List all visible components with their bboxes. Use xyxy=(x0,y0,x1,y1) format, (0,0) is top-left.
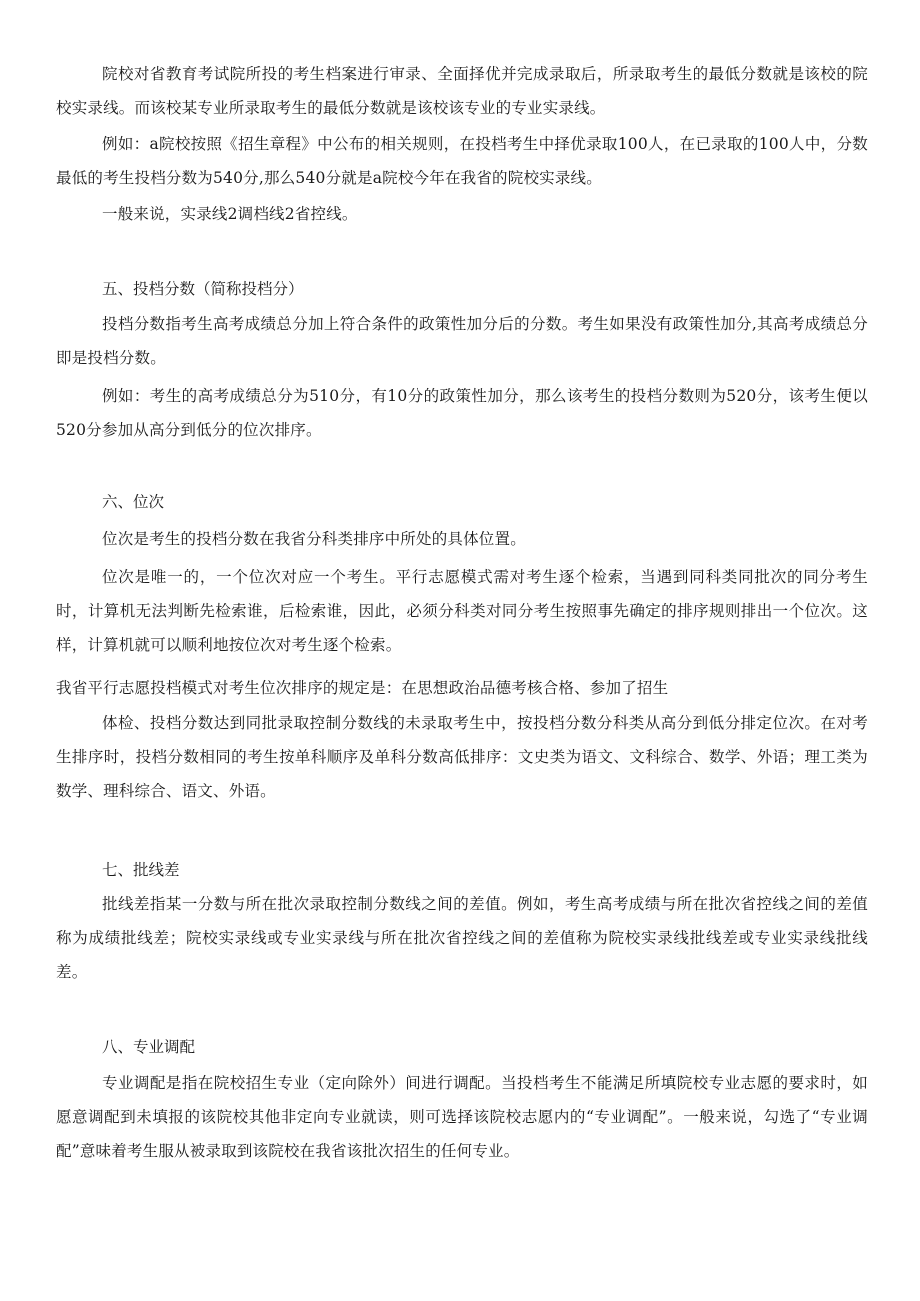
paragraph-filing-score-definition: 投档分数指考生高考成绩总分加上符合条件的政策性加分后的分数。考生如果没有政策性加分,其高考成绩总分即是投档分数。 xyxy=(56,315,868,367)
paragraph-example-college-line: 例如：a院校按照《招生章程》中公布的相关规则，在投档考生中择优录取100人，在已录取的100人中，分数最低的考生投档分数为540分,那么540分就是a院校今年在我省的院校实录线。 xyxy=(56,135,868,187)
section-heading-5: 五、投档分数（简称投档分） xyxy=(102,280,304,298)
paragraph-rank-definition: 位次是考生的投档分数在我省分科类排序中所处的具体位置。 xyxy=(102,530,526,548)
paragraph-college-actual-line: 院校对省教育考试院所投的考生档案进行审录、全面择优并完成录取后，所录取考生的最低分数就是该校的院校实录线。而该校某专业所录取考生的最低分数就是该校该专业的专业实录线。 xyxy=(56,65,868,117)
section-heading-8: 八、专业调配 xyxy=(102,1038,196,1056)
paragraph-rank-rule: 我省平行志愿投档模式对考生位次排序的规定是：在思想政治品德考核合格、参加了招生 xyxy=(56,679,669,697)
paragraph-line-comparison: 一般来说，实录线2调档线2省控线。 xyxy=(102,205,358,223)
paragraph-batch-line-difference: 批线差指某一分数与所在批次录取控制分数线之间的差值。例如，考生高考成绩与所在批次省控线之间的差值称为成绩批线差；院校实录线或专业实录线与所在批次省控线之间的差值称为院校实录线批线差或专业实录线批线差。 xyxy=(56,895,868,981)
section-heading-6: 六、位次 xyxy=(102,493,165,511)
paragraph-major-adjustment: 专业调配是指在院校招生专业（定向除外）间进行调配。当投档考生不能满足所填院校专业志愿的要求时，如愿意调配到未填报的该院校其他非定向专业就读，则可选择该院校志愿内的“专业调配”。一般来说，勾选了“专业调配”意味着考生服从被录取到该院校在我省该批次招生的任何专业。 xyxy=(56,1074,868,1160)
paragraph-filing-score-example: 例如：考生的高考成绩总分为510分，有10分的政策性加分，那么该考生的投档分数则为520分，该考生便以520分参加从高分到低分的位次排序。 xyxy=(56,387,868,439)
paragraph-rank-unique: 位次是唯一的，一个位次对应一个考生。平行志愿模式需对考生逐个检索，当遇到同科类同批次的同分考生时，计算机无法判断先检索谁，后检索谁，因此，必须分科类对同分考生按照事先确定的排序规则排出一个位次。这样，计算机就可以顺利地按位次对考生逐个检索。 xyxy=(56,568,868,654)
section-heading-7: 七、批线差 xyxy=(102,861,180,879)
paragraph-rank-rule-continued: 体检、投档分数达到同批录取控制分数线的未录取考生中，按投档分数分科类从高分到低分排定位次。在对考生排序时，投档分数相同的考生按单科顺序及单科分数高低排序：文史类为语文、文科综合、数学、外语；理工类为数学、理科综合、语文、外语。 xyxy=(56,714,868,800)
